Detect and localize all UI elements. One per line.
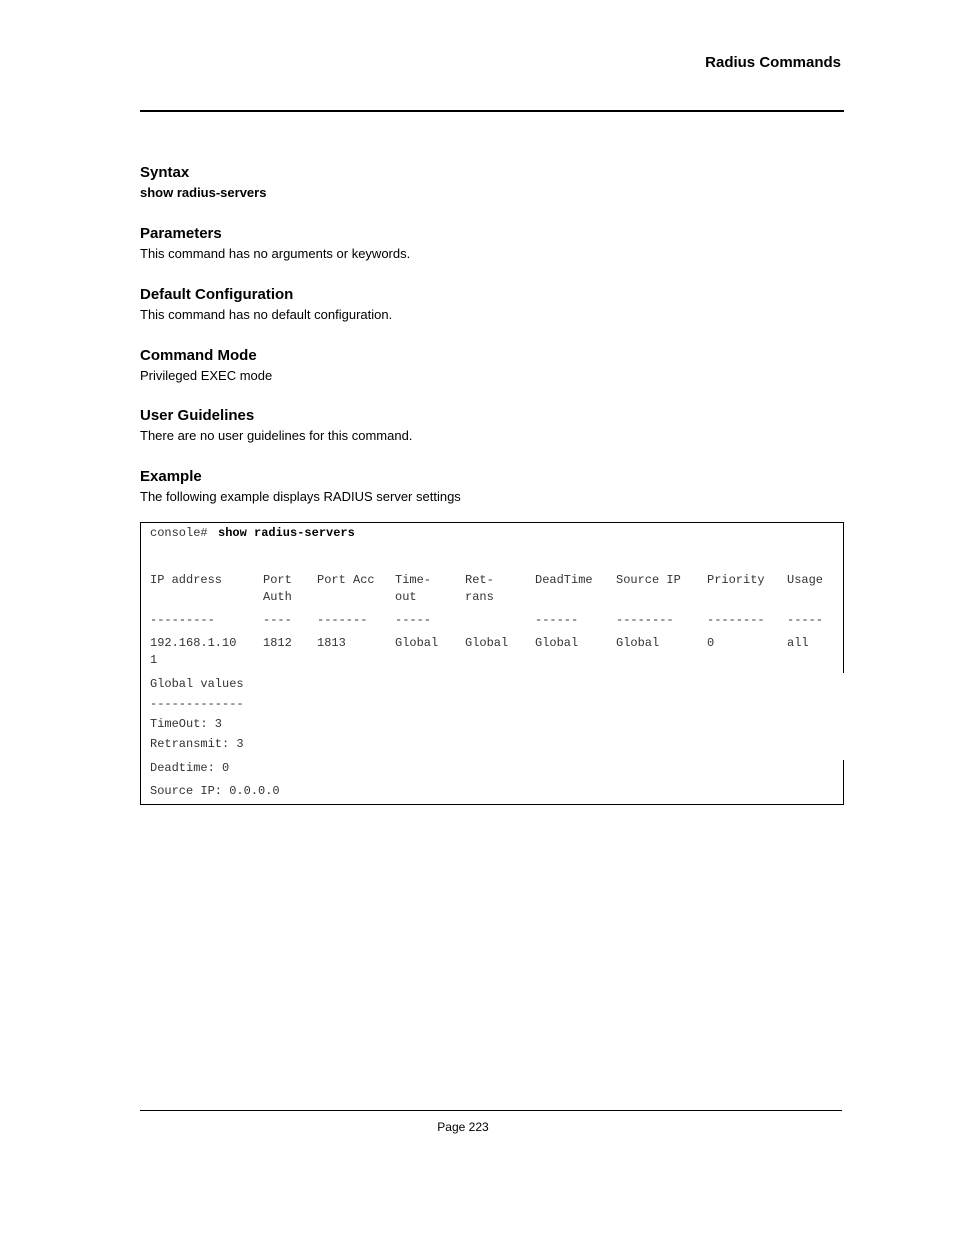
col-header-usage: Usage <box>787 573 824 587</box>
default-config-heading: Default Configuration <box>140 286 294 303</box>
example-heading: Example <box>140 468 202 485</box>
dash-usage: ----- <box>787 613 824 627</box>
box-border-gap <box>842 673 845 760</box>
dash-source-ip: -------- <box>616 613 674 627</box>
cell-deadtime: Global <box>535 636 579 650</box>
col-header-timeout: Time- <box>395 573 432 587</box>
cell-usage: all <box>787 636 809 650</box>
parameters-heading: Parameters <box>140 225 222 242</box>
col-header-port-acc: Port Acc <box>317 573 375 587</box>
cell-timeout: Global <box>395 636 439 650</box>
code-prompt: console# <box>150 526 208 540</box>
cell-port-auth: 1812 <box>263 636 292 650</box>
command-mode-section <box>140 347 272 384</box>
global-deadtime: Deadtime: 0 <box>150 761 230 775</box>
dash-priority: -------- <box>707 613 765 627</box>
global-source-ip: Source IP: 0.0.0.0 <box>150 784 280 798</box>
user-guidelines-section <box>140 407 412 444</box>
command-mode-heading: Command Mode <box>140 347 257 364</box>
col-header-ip: IP address <box>150 573 223 587</box>
cell-ip: 192.168.1.10 <box>150 636 237 650</box>
syntax-text: show radius-servers <box>140 185 267 200</box>
syntax-heading: Syntax <box>140 164 190 181</box>
global-retransmit: Retransmit: 3 <box>150 737 244 751</box>
col-header-port-auth: Port <box>263 573 292 587</box>
example-text: The following example displays RADIUS server settings <box>140 489 461 504</box>
cell-ip-wrap: 1 <box>150 653 158 667</box>
cell-source-ip: Global <box>616 636 660 650</box>
global-values-title: Global values <box>150 677 244 691</box>
syntax-section <box>140 164 266 201</box>
parameters-text: This command has no arguments or keywords. <box>140 246 411 261</box>
user-guidelines-text: There are no user guidelines for this command. <box>140 428 413 443</box>
col-header-timeout-2: out <box>395 590 417 604</box>
col-header-retrans-2: rans <box>465 590 494 604</box>
cell-retrans: Global <box>465 636 509 650</box>
default-config-section <box>140 286 392 323</box>
example-section <box>140 468 461 505</box>
header-rule <box>140 110 844 112</box>
dash-deadtime: ------ <box>535 613 579 627</box>
global-values-dashes: ------------- <box>150 697 244 711</box>
command-mode-text: Privileged EXEC mode <box>140 368 273 383</box>
col-header-deadtime: DeadTime <box>535 573 593 587</box>
cell-port-acc: 1813 <box>317 636 346 650</box>
user-guidelines-heading: User Guidelines <box>140 407 255 424</box>
col-header-priority: Priority <box>707 573 765 587</box>
col-header-source-ip: Source IP <box>616 573 681 587</box>
dash-timeout: ----- <box>395 613 432 627</box>
global-timeout: TimeOut: 3 <box>150 717 223 731</box>
code-example-box <box>140 522 844 805</box>
parameters-section <box>140 225 410 262</box>
col-header-port-auth-2: Auth <box>263 590 292 604</box>
cell-priority: 0 <box>707 636 715 650</box>
dash-port-auth: ---- <box>263 613 292 627</box>
col-header-retrans: Ret- <box>465 573 494 587</box>
page-number: Page 223 <box>437 1120 489 1134</box>
footer-rule <box>140 1110 842 1111</box>
default-config-text: This command has no default configuration. <box>140 307 393 322</box>
dash-ip: --------- <box>150 613 215 627</box>
code-command: show radius-servers <box>218 526 355 540</box>
header-title: Radius Commands <box>705 54 841 71</box>
dash-port-acc: ------- <box>317 613 368 627</box>
